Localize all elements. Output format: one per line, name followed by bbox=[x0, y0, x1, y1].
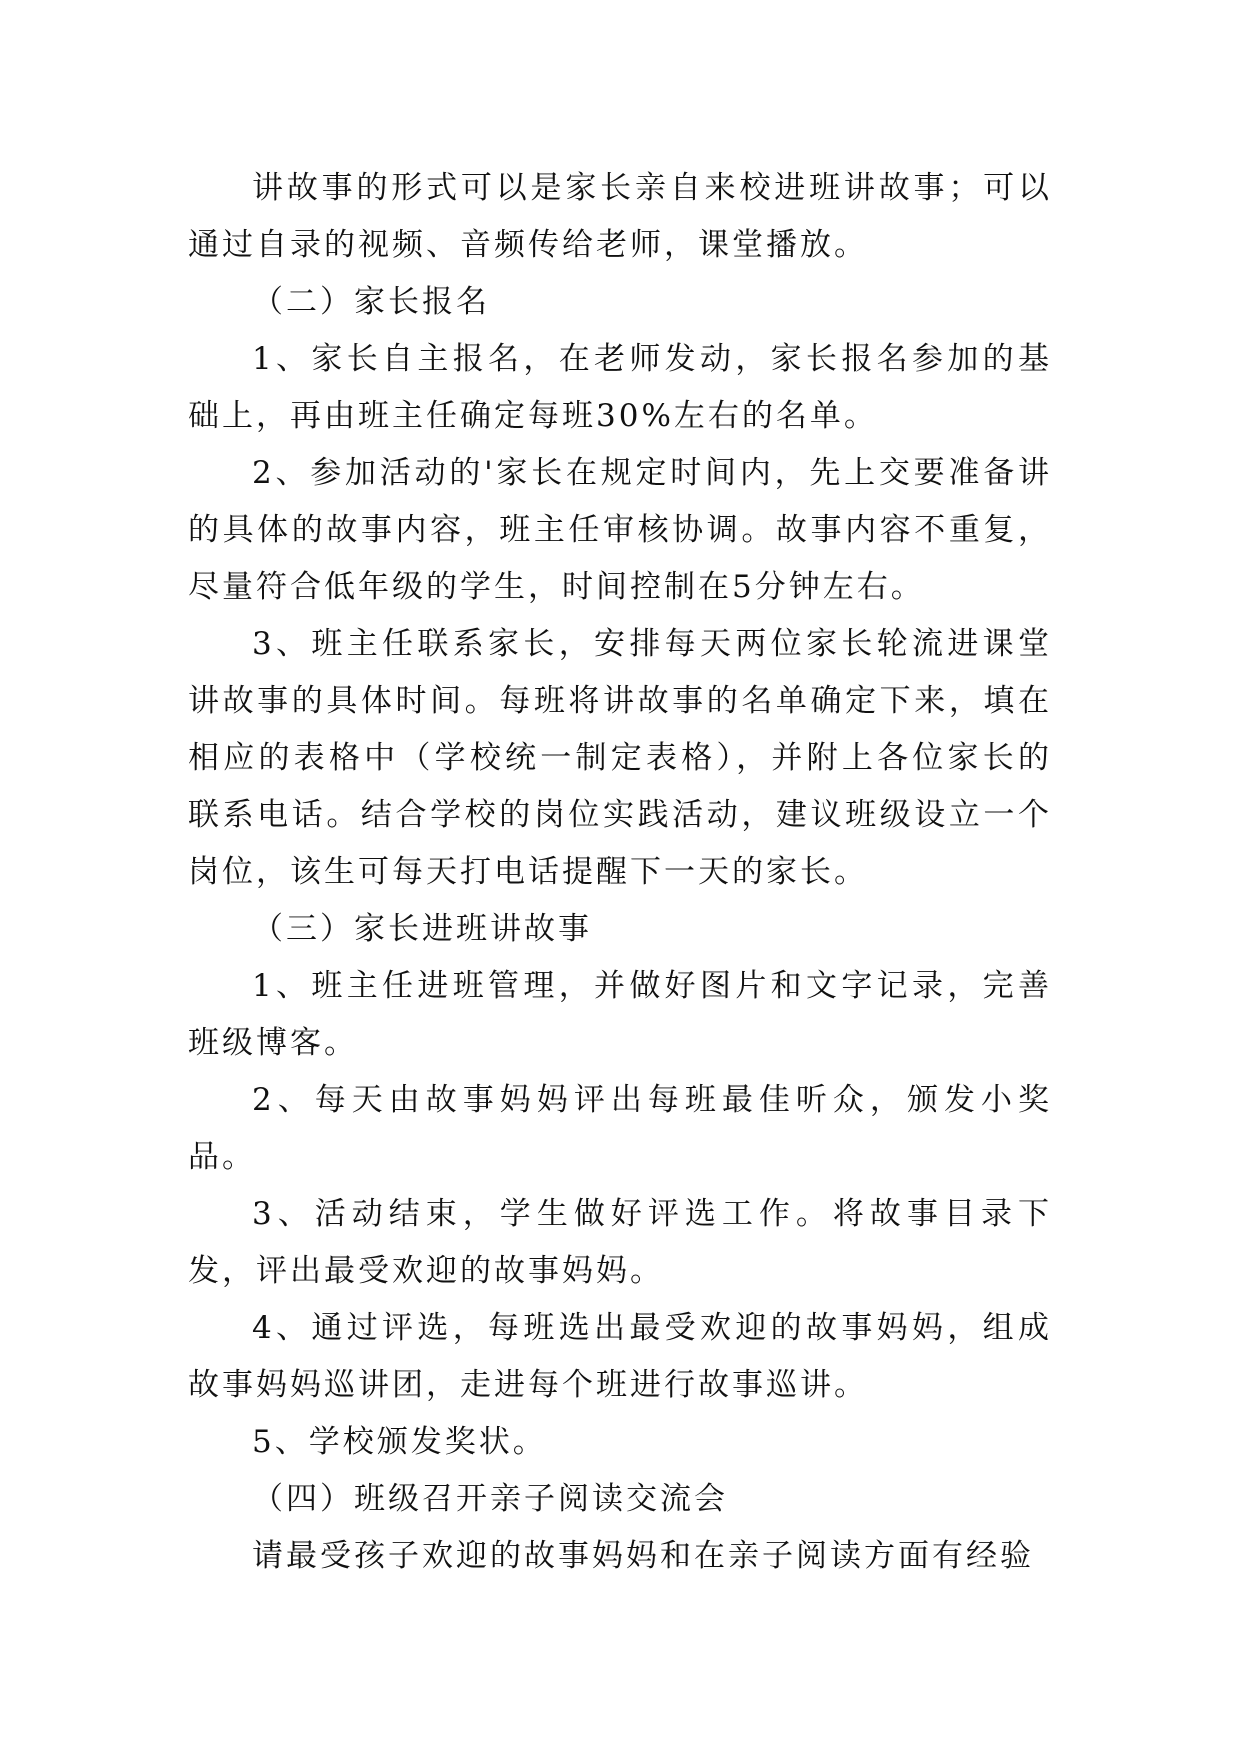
paragraph-storytelling-3: 3、活动结束，学生做好评选工作。将故事目录下发，评出最受欢迎的故事妈妈。 bbox=[188, 1196, 1052, 1289]
paragraph-reading-meeting: 请最受孩子欢迎的故事妈妈和在亲子阅读方面有经验 bbox=[252, 1538, 1034, 1574]
paragraph-signup-3: 3、班主任联系家长，安排每天两位家长轮流进课堂讲故事的具体时间。每班将讲故事的名单确定下来，填在相应的表格中（学校统一制定表格），并附上各位家长的联系电话。结合学校的岗位实践活动，建议班级设立一个岗位，该生可每天打电话提醒下一天的家长。 bbox=[188, 626, 1052, 890]
section-heading-parent-storytelling: （三）家长进班讲故事 bbox=[252, 911, 592, 947]
section-heading-reading-meeting: （四）班级召开亲子阅读交流会 bbox=[252, 1481, 728, 1517]
paragraph-story-format: 讲故事的形式可以是家长亲自来校进班讲故事；可以通过自录的视频、音频传给老师，课堂播放。 bbox=[188, 170, 1052, 263]
paragraph-signup-2: 2、参加活动的'家长在规定时间内，先上交要准备讲的具体的故事内容，班主任审核协调。故事内容不重复，尽量符合低年级的学生，时间控制在5分钟左右。 bbox=[188, 455, 1052, 605]
paragraph-storytelling-1: 1、班主任进班管理，并做好图片和文字记录，完善班级博客。 bbox=[188, 968, 1052, 1061]
paragraph-storytelling-2: 2、每天由故事妈妈评出每班最佳听众，颁发小奖品。 bbox=[188, 1082, 1052, 1175]
paragraph-signup-1: 1、家长自主报名，在老师发动，家长报名参加的基础上，再由班主任确定每班30%左右的名单。 bbox=[188, 341, 1052, 434]
document-body bbox=[188, 160, 1052, 1585]
paragraph-storytelling-5: 5、学校颁发奖状。 bbox=[252, 1424, 547, 1460]
paragraph-storytelling-4: 4、通过评选，每班选出最受欢迎的故事妈妈，组成故事妈妈巡讲团，走进每个班进行故事巡讲。 bbox=[188, 1310, 1052, 1403]
section-heading-parent-signup: （二）家长报名 bbox=[252, 284, 490, 320]
